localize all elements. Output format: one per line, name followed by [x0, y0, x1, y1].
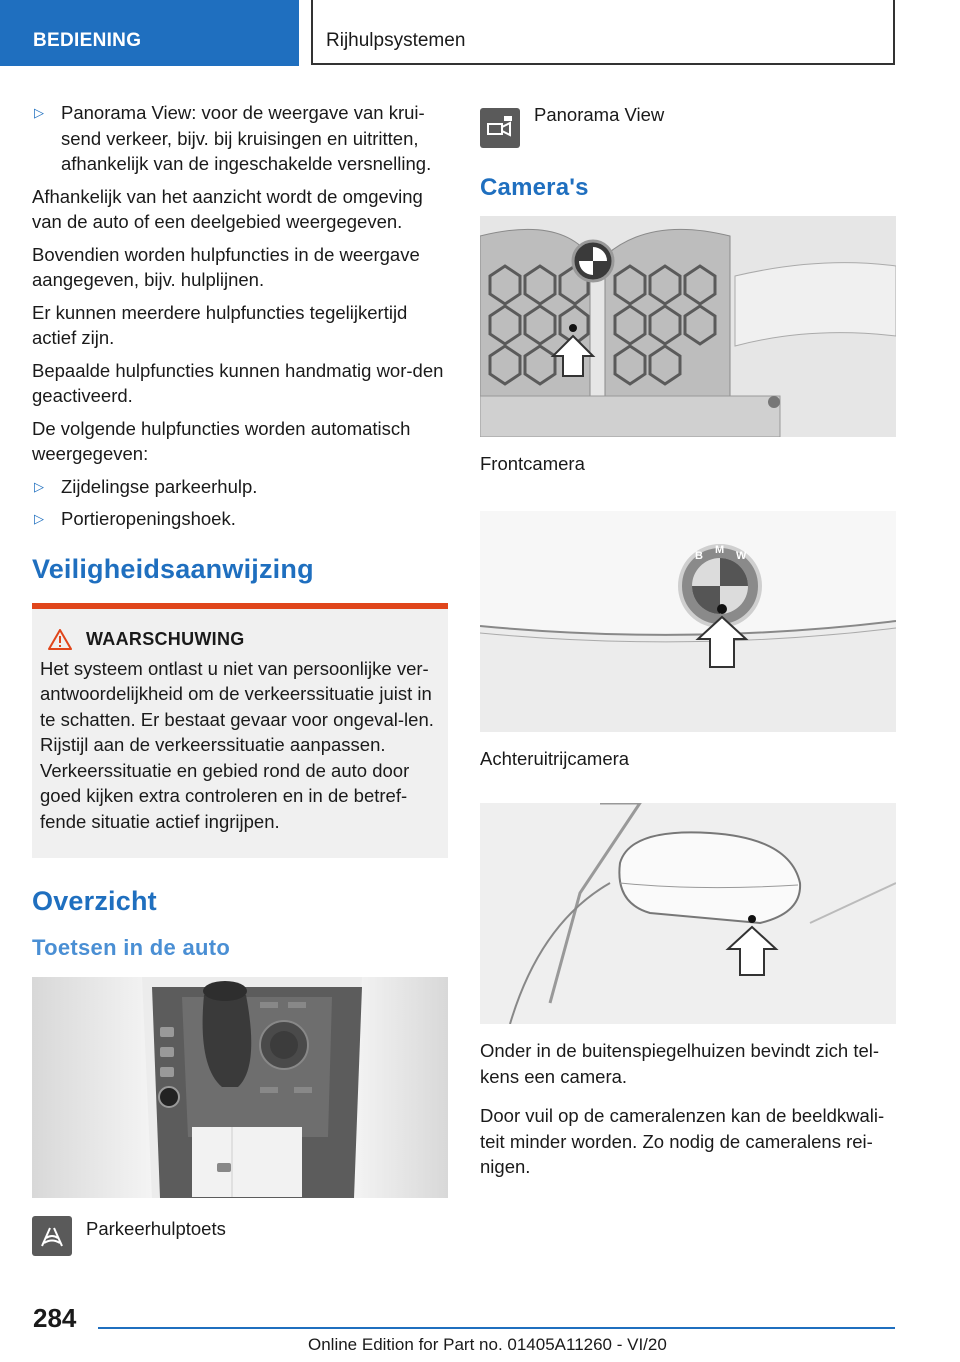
paragraph: Door vuil op de cameralenzen kan de beeldkwali-teit minder worden. Zo nodig de cameralens rei-nigen.: [480, 1105, 885, 1177]
list-item: ▷ Portieropeningshoek.: [32, 506, 448, 532]
section-heading: Camera's: [480, 174, 589, 201]
bmw-letter: B: [695, 549, 703, 562]
parking-assist-icon: [32, 1216, 72, 1256]
right-column: [480, 100, 896, 1187]
footer-divider: [98, 1327, 895, 1329]
sub-heading: Toetsen in de auto: [32, 935, 231, 960]
chapter-title: Rijhulpsystemen: [326, 30, 466, 51]
figure-caption: Frontcamera: [480, 453, 585, 474]
park-button-row: [32, 1216, 448, 1256]
paragraph: Er kunnen meerdere hulpfuncties tegelijkertijd actief zijn.: [32, 301, 408, 348]
warning-text: Het systeem ontlast u niet van persoonlijke ver-antwoordelijkheid om de verkeerssituatie juist in te schatten. Er bestaat gevaar voor ongeval-len. Rijstijl aan de verkeerssituatie aanpassen. Verkeerssituatie en gebied rond de auto door goed kijken extra controleren en in de betref-fende situatie actief ingrijpen.: [40, 657, 434, 832]
left-column: [32, 100, 448, 1256]
bmw-letter: W: [736, 549, 747, 562]
section-heading: Overzicht: [32, 886, 157, 916]
panorama-view-icon: [480, 108, 520, 148]
paragraph: Onder in de buitenspiegelhuizen bevindt zich tel-kens een camera.: [480, 1040, 880, 1087]
paragraph: De volgende hulpfuncties worden automatisch weergegeven:: [32, 417, 411, 464]
front-grille-illustration: [480, 216, 896, 437]
warning-box: [32, 603, 448, 859]
triangle-bullet-icon: ▷: [34, 511, 44, 526]
panorama-view-row: [480, 104, 896, 148]
panorama-view-label: Panorama View: [534, 104, 665, 125]
warning-title: WAARSCHUWING: [86, 628, 245, 649]
section-title: BEDIENING: [33, 30, 142, 51]
paragraph: Bepaalde hulpfuncties kunnen handmatig wor-den geactiveerd.: [32, 359, 444, 406]
section-tab: [0, 0, 299, 66]
rear-trunk-illustration: [480, 511, 896, 732]
rear-camera-image: [480, 511, 896, 732]
paragraph: Afhankelijk van het aanzicht wordt de omgeving van de auto of een deelgebied weergegeven.: [32, 185, 423, 232]
list-item: ▷ Panorama View: voor de weergave van krui-send verkeer, bijv. bij kruisingen en uitritten, afhankelijk van de ingeschakelde versnelling.: [34, 102, 432, 174]
section-heading: Veiligheidsaanwijzing: [32, 553, 314, 584]
figure-caption: Achteruitrijcamera: [480, 747, 630, 769]
mirror-camera-image: [480, 803, 896, 1024]
front-camera-image: [480, 216, 896, 437]
side-mirror-illustration: [480, 803, 896, 1024]
park-button-label: Parkeerhulptoets: [86, 1218, 226, 1239]
edition-text: Online Edition for Part no. 01405A11260 - VI/20: [308, 1335, 667, 1354]
list-item: ▷ Zijdelingse parkeerhulp.: [32, 474, 448, 500]
page-footer: [0, 1295, 960, 1362]
bmw-letter: M: [715, 543, 725, 556]
triangle-bullet-icon: ▷: [34, 478, 44, 494]
page-header: [0, 0, 960, 66]
center-console-image: [32, 977, 448, 1198]
page-number: 284: [33, 1303, 77, 1333]
paragraph: Bovendien worden hulpfuncties in de weergave aangegeven, bijv. hulplijnen.: [32, 243, 420, 290]
triangle-bullet-icon: ▷: [34, 105, 44, 120]
center-console-illustration: [32, 977, 448, 1198]
chapter-box: [311, 0, 895, 65]
warning-header: [48, 629, 440, 650]
warning-triangle-icon: [48, 629, 72, 650]
